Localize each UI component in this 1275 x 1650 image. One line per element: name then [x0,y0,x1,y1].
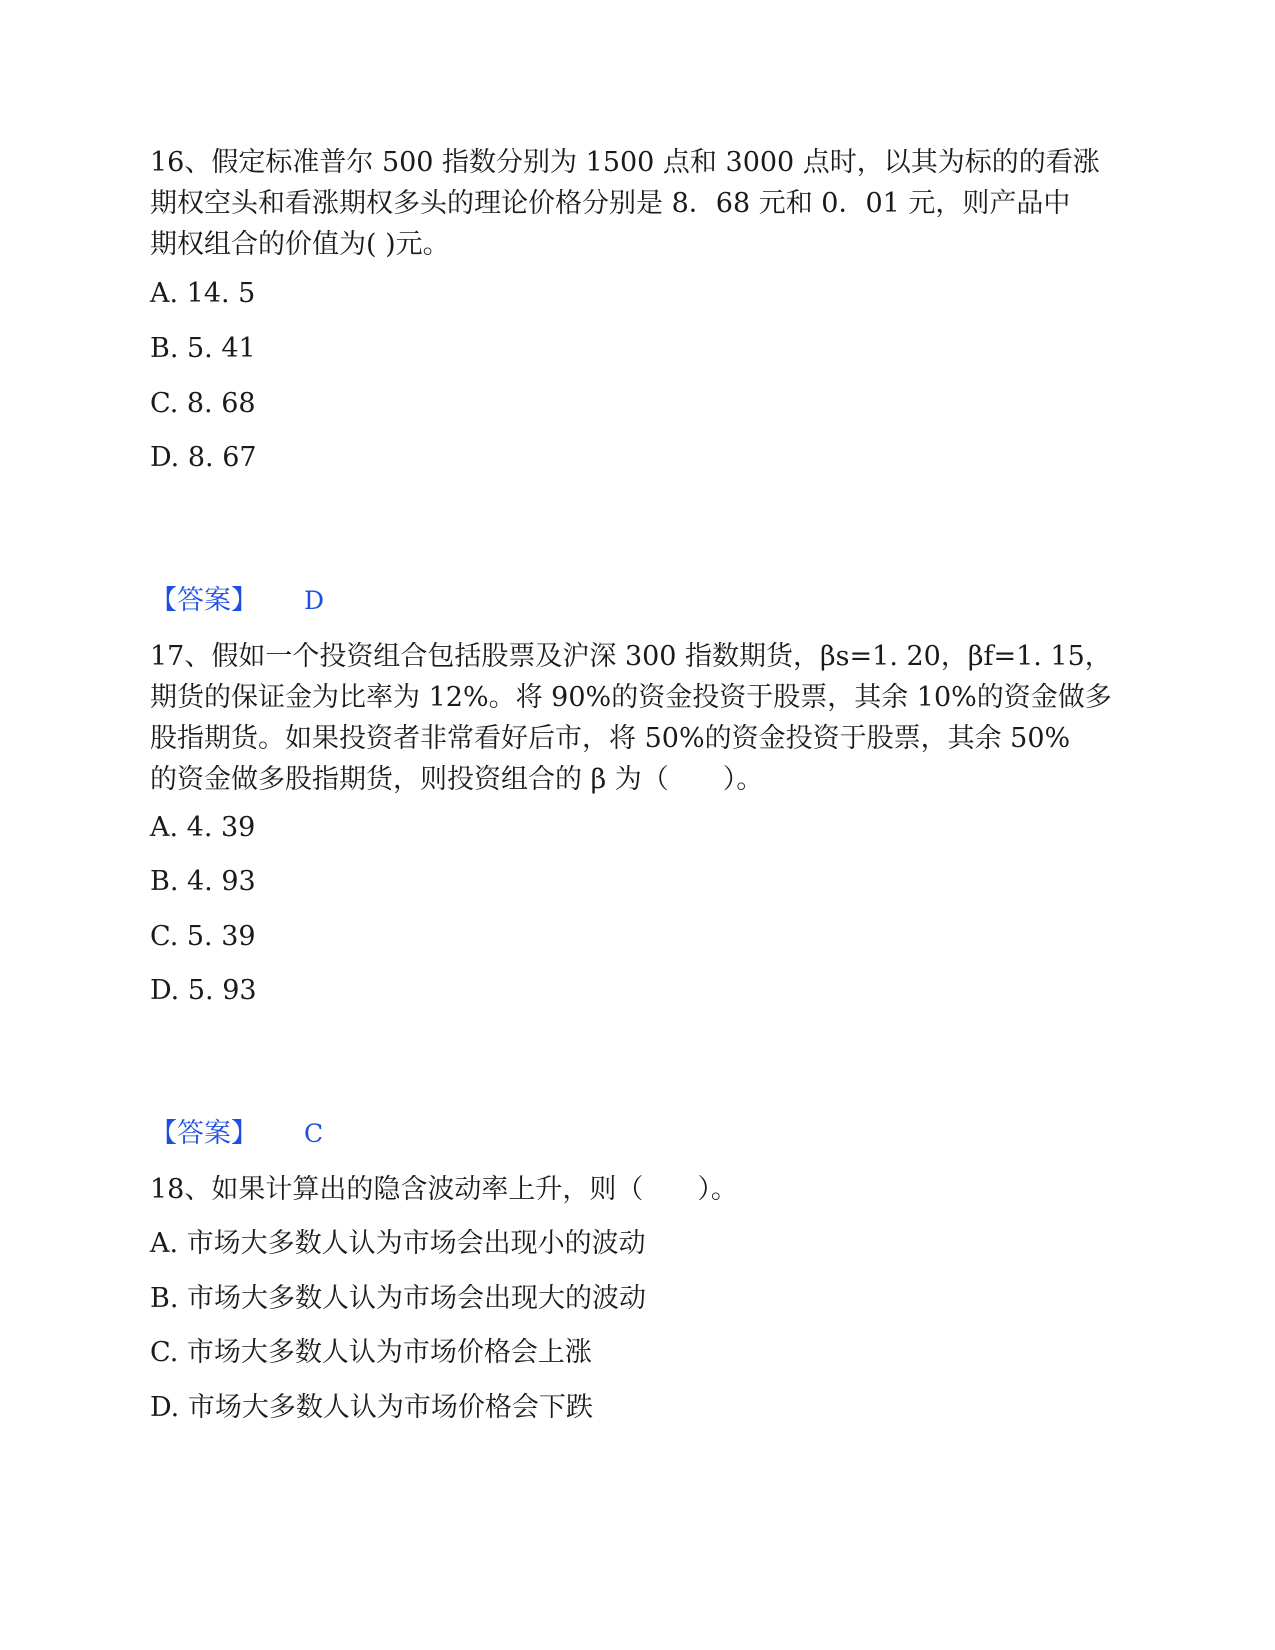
question-16-stem [150,142,1125,265]
stem-line: 的资金做多股指期货，则投资组合的 β 为（ ）。 [150,764,764,795]
question-16-option-a: A. 14. 5 [150,278,256,309]
question-16-option-d: D. 8. 67 [150,442,257,473]
answer-value: C [304,1119,324,1148]
question-17-option-b: B. 4. 93 [150,866,256,897]
stem-line: 期权空头和看涨期权多头的理论价格分别是 8．68 元和 0．01 元，则产品中 [150,188,1071,219]
question-18-option-d: D. 市场大多数人认为市场价格会下跌 [150,1392,593,1423]
question-17-stem [150,636,1125,800]
question-18-option-a: A. 市场大多数人认为市场会出现小的波动 [150,1228,646,1259]
question-17-option-a: A. 4. 39 [150,812,256,843]
stem-line: 16、假定标准普尔 500 指数分别为 1500 点和 3000 点时，以其为标的的看涨 [150,147,1100,178]
question-17-option-d: D. 5. 93 [150,975,257,1006]
question-17-option-c: C. 5. 39 [150,921,256,952]
answer-label: 【答案】 [150,1118,258,1149]
question-16-option-b: B. 5. 41 [150,333,256,364]
stem-line: 期权组合的价值为( )元。 [150,229,450,260]
answer-value: D [304,586,325,615]
stem-line: 17、假如一个投资组合包括股票及沪深 300 指数期货，βs=1. 20，βf=1. 15， [150,641,1112,672]
stem-line: 期货的保证金为比率为 12%。将 90%的资金投资于股票，其余 10%的资金做多 [150,682,1112,713]
question-18-stem [150,1169,1125,1210]
stem-line: 股指期货。如果投资者非常看好后市，将 50%的资金投资于股票，其余 50% [150,723,1071,754]
question-16-option-c: C. 8. 68 [150,388,256,419]
question-18-option-c: C. 市场大多数人认为市场价格会上涨 [150,1337,592,1368]
question-17-answer [150,1116,323,1152]
answer-label: 【答案】 [150,585,258,616]
question-18-option-b: B. 市场大多数人认为市场会出现大的波动 [150,1283,647,1314]
question-16-answer [150,583,324,619]
stem-line: 18、如果计算出的隐含波动率上升，则（ ）。 [150,1174,738,1205]
